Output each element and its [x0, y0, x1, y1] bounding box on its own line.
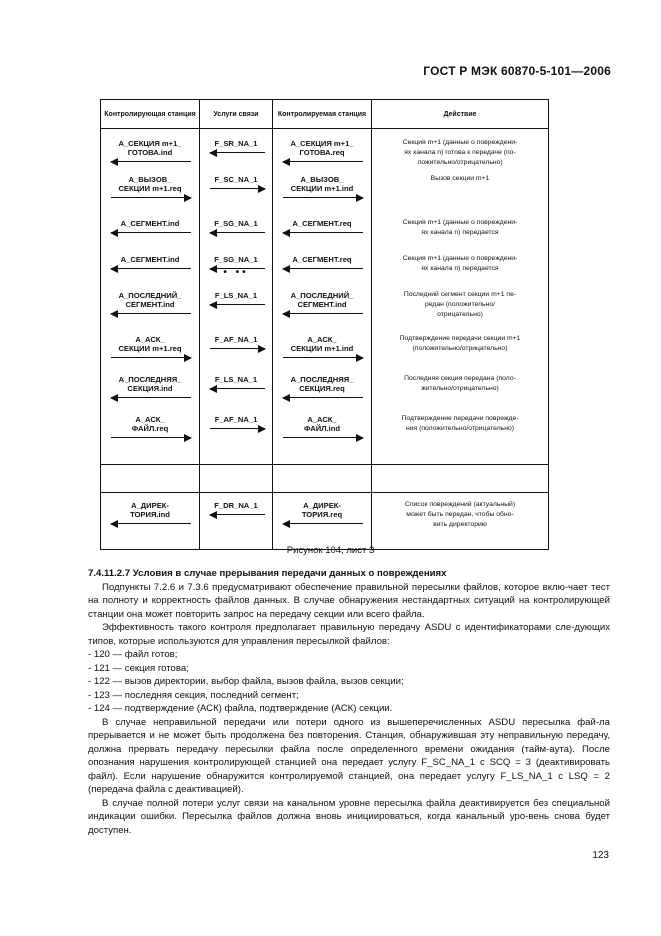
column-controlled	[273, 129, 371, 464]
controlled-primitive	[273, 335, 371, 353]
controlled-primitive	[273, 219, 371, 228]
controlling-primitive	[101, 415, 199, 433]
action-description	[380, 138, 540, 168]
service-arrow	[210, 428, 265, 429]
service-label: F_SG_NA_1	[214, 255, 258, 264]
service-label: F_SC_NA_1	[214, 175, 258, 184]
service-arrow	[210, 514, 265, 515]
last-controlled	[273, 493, 371, 549]
last-controlling	[101, 493, 199, 549]
controlled-arrow	[283, 397, 363, 398]
controlled-arrow	[283, 268, 363, 269]
action-description	[380, 414, 540, 434]
controlling-arrow	[111, 232, 191, 233]
controlling-primitive	[101, 255, 199, 264]
action-description	[380, 500, 540, 530]
controlled-primitive-line: A_СЕГМЕНТ.req	[292, 219, 352, 228]
controlling-arrow	[111, 397, 191, 398]
action-description-line: жительно/отрицательно)	[421, 385, 499, 392]
controlled-primitive	[273, 501, 371, 519]
controlled-primitive-line: A_АСК_	[307, 335, 337, 344]
page-number: 123	[592, 850, 609, 861]
controlled-primitive-line: ФАЙЛ.ind	[303, 424, 341, 433]
paragraph-4: В случае полной потери услуг связи на канальном уровне пересылка файла деактивируется без специальной индикации ошибки. Пересылка файлов должна вновь инициироваться, когда канальный уро-вень снова будет доступен.	[88, 797, 610, 836]
controlling-primitive	[101, 175, 199, 193]
controlling-primitive-line: СЕКЦИИ m+1.req	[118, 344, 182, 353]
controlling-primitive-line: A_СЕКЦИЯ m+1_	[118, 139, 182, 148]
controlling-primitive	[101, 501, 199, 519]
action-description-line: отрицательно)	[437, 311, 483, 318]
controlling-primitive-line: A_ДИРЕК-	[131, 501, 169, 510]
controlled-primitive	[273, 175, 371, 193]
controlling-arrow	[111, 437, 191, 438]
section-heading: 7.4.11.2.7 Условия в случае прерывания передачи данных о повреждениях	[88, 568, 447, 579]
action-description-line: вить директорию	[433, 521, 487, 528]
sequence-table	[100, 99, 549, 550]
controlling-primitive-line: A_СЕГМЕНТ.ind	[120, 255, 180, 264]
controlled-arrow	[283, 232, 363, 233]
table-row	[101, 129, 549, 465]
service-label: F_LS_NA_1	[214, 375, 258, 384]
controlling-arrow	[111, 523, 191, 524]
table-row-empty	[101, 465, 549, 493]
controlling-primitive-line: A_ВЫЗОВ_	[128, 175, 172, 184]
paragraph-3: В случае неправильной передачи или потери одного из вышеперечисленных ASDU пересылка фай-ла прерывается и не может быть продолжена без повторения. Станция, обнаружившая эту неправильную передачу, должна прервать передачу пересылки файла после определенного времени ожидания (тайм-аута). После опознания нарушения контролирующей станцией она передает услугу F_SC_NA_1 с SCQ = 3 (деактивировать файл). Если нарушение обнаружится контролируемой станцией, она передает услугу F_LS_NA_1 с LSQ = 2 (передача файла с деактивацией).	[88, 716, 610, 795]
page-header: ГОСТ Р МЭК 60870-5-101—2006	[423, 64, 611, 78]
controlled-primitive-line: A_ПОСЛЕДНИЙ_	[290, 291, 354, 300]
controlled-primitive	[273, 139, 371, 157]
action-description-line: Вызов секции m+1	[430, 175, 490, 182]
action-description-line: редан (положительно/	[425, 301, 495, 308]
controlled-primitive-line: СЕКЦИИ m+1.ind	[290, 344, 354, 353]
controlled-primitive-line: СЕГМЕНТ.ind	[297, 300, 347, 309]
action-description-line: ях канала n) передается	[421, 229, 499, 236]
action-description-line: ях канала n) готова к передаче (по-	[404, 149, 516, 156]
action-description	[380, 374, 540, 394]
controlled-primitive-line: A_СЕКЦИЯ m+1_	[290, 139, 354, 148]
action-description-line: Список повреждений (актуальный)	[404, 501, 516, 508]
controlling-primitive-line: СЕКЦИИ m+1.req	[118, 184, 182, 193]
controlling-primitive-line: СЕКЦИЯ.ind	[127, 384, 173, 393]
service-label: F_SG_NA_1	[214, 219, 258, 228]
continuation-dots: • ••	[223, 267, 249, 278]
header-controlling-station: Контролирующая станция	[101, 100, 200, 129]
action-description	[380, 290, 540, 320]
action-description-line: Секция m+1 (данные о повреждени-	[402, 139, 518, 146]
action-description	[380, 218, 540, 238]
controlled-arrow	[283, 197, 363, 198]
action-description-line: ния (положительно/отрицательно)	[405, 425, 515, 432]
list-item: - 122 — вызов директории, выбор файла, вызов файла, вызов секции;	[88, 676, 404, 687]
figure-caption: Рисунок 104, лист 3	[286, 545, 375, 556]
service-label: F_AF_NA_1	[214, 415, 258, 424]
controlled-primitive	[273, 291, 371, 309]
last-action	[372, 493, 548, 549]
header-controlled-station: Контролируемая станция	[273, 100, 372, 129]
action-description-line: ложительно/отрицательно)	[417, 159, 503, 166]
table-header-row	[101, 100, 549, 129]
controlling-primitive-line: A_ПОСЛЕДНИЙ_	[118, 291, 182, 300]
controlling-primitive-line: ТОРИЯ.ind	[130, 510, 170, 519]
controlled-primitive-line: СЕКЦИЯ.req	[299, 384, 345, 393]
header-action: Действие	[372, 100, 549, 129]
service-arrow	[210, 232, 265, 233]
service-arrow	[210, 188, 265, 189]
controlled-arrow	[283, 437, 363, 438]
list-item: - 123 — последняя секция, последний сегмент;	[88, 689, 299, 701]
controlling-arrow	[111, 313, 191, 314]
action-description-line: Подтверждение передачи секции m+1	[399, 335, 521, 342]
action-description-line: Секция m+1 (данные о повреждени-	[402, 255, 518, 262]
controlled-primitive-line: A_СЕГМЕНТ.req	[292, 255, 352, 264]
controlled-primitive-line: СЕКЦИИ m+1.ind	[290, 184, 354, 193]
controlled-primitive-line: ГОТОВА.req	[299, 148, 345, 157]
controlling-primitive-line: A_СЕГМЕНТ.ind	[120, 219, 180, 228]
service-arrow	[210, 152, 265, 153]
controlling-primitive-line: ГОТОВА.ind	[127, 148, 173, 157]
service-label: F_DR_NA_1	[214, 501, 258, 510]
list-item: - 121 — секция готова;	[88, 662, 189, 674]
action-description	[380, 254, 540, 274]
action-description	[380, 334, 540, 354]
controlling-primitive-line: A_ПОСЛЕДНЯЯ_	[118, 375, 182, 384]
action-description-line: Последний сегмент секции m+1 пе-	[403, 291, 517, 298]
controlling-primitive-line: A_АСК_	[135, 335, 165, 344]
controlled-primitive	[273, 255, 371, 264]
action-description-line: может быть передан, чтобы обно-	[406, 511, 514, 518]
controlling-primitive	[101, 219, 199, 228]
paragraph-1: Подпункты 7.2.6 и 7.3.6 предусматривают обеспечение правильной пересылки файлов, которое вклю-чает тест на полноту и корректность файлов данных. В случае обнаружения нестандартных ситуаций на контролирующей станции она может повторить запрос на передачу секции или всего файла.	[88, 581, 610, 620]
controlling-primitive	[101, 375, 199, 393]
controlled-arrow	[283, 161, 363, 162]
controlled-arrow	[283, 357, 363, 358]
action-description	[380, 174, 540, 184]
controlling-arrow	[111, 161, 191, 162]
controlled-arrow	[283, 523, 363, 524]
controlling-arrow	[111, 197, 191, 198]
body-text	[88, 567, 610, 837]
controlling-primitive	[101, 335, 199, 353]
service-arrow	[210, 348, 265, 349]
service-arrow	[210, 388, 265, 389]
controlled-primitive	[273, 415, 371, 433]
column-services	[200, 129, 272, 464]
service-arrow	[210, 304, 265, 305]
action-description-line: Подтверждение передачи поврежде-	[401, 415, 519, 422]
controlling-arrow	[111, 268, 191, 269]
list-item: - 120 — файл готов;	[88, 649, 178, 660]
service-label: F_SR_NA_1	[214, 139, 258, 148]
action-description-line: (положительно/отрицательно)	[412, 345, 508, 352]
action-description-line: ях канала n) передается	[421, 265, 499, 272]
column-controlling	[101, 129, 199, 464]
action-description-line: Секция m+1 (данные о повреждени-	[402, 219, 518, 226]
controlling-primitive-line: A_АСК_	[135, 415, 165, 424]
header-link-services: Услуги связи	[200, 100, 273, 129]
controlling-arrow	[111, 357, 191, 358]
controlled-arrow	[283, 313, 363, 314]
action-description-line: Последняя секция передана (поло-	[404, 375, 516, 382]
controlled-primitive-line: A_ВЫЗОВ_	[300, 175, 344, 184]
column-action	[372, 129, 548, 464]
controlling-primitive-line: ФАЙЛ.req	[131, 424, 169, 433]
controlled-primitive	[273, 375, 371, 393]
controlled-primitive-line: ТОРИЯ.req	[301, 510, 343, 519]
service-label: F_LS_NA_1	[214, 291, 258, 300]
controlled-primitive-line: A_ПОСЛЕДНЯЯ_	[290, 375, 354, 384]
controlling-primitive	[101, 291, 199, 309]
paragraph-2: Эффективность такого контроля предполагает правильную передачу ASDU с идентификаторами сле-дующих типов, которые используются для управления пересылкой файлов:	[88, 622, 610, 647]
controlling-primitive	[101, 139, 199, 157]
service-label: F_AF_NA_1	[214, 335, 258, 344]
list-item: - 124 — подтверждение (АСК) файла, подтверждение (АСК) секции.	[88, 703, 393, 714]
table-row-last	[101, 493, 549, 550]
controlled-primitive-line: A_ДИРЕК-	[303, 501, 341, 510]
controlled-primitive-line: A_АСК_	[307, 415, 337, 424]
last-services	[200, 493, 272, 549]
controlling-primitive-line: СЕГМЕНТ.ind	[125, 300, 175, 309]
